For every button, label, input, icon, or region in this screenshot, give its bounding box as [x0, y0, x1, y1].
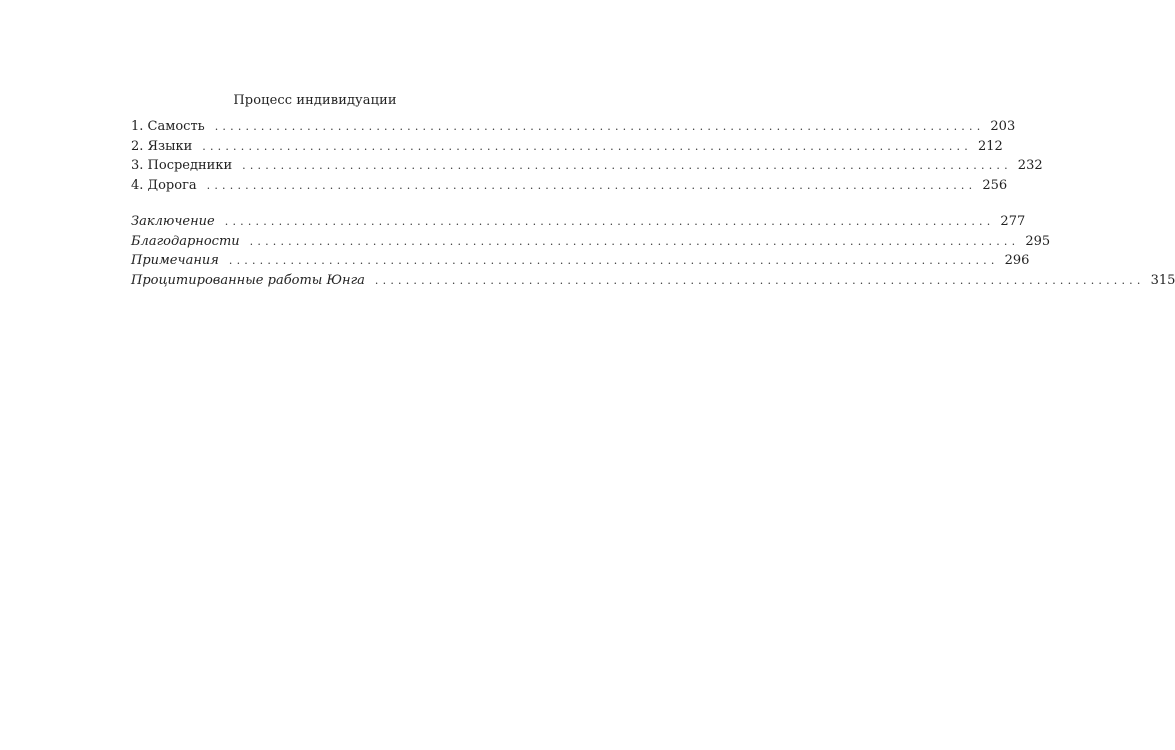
dot-leader: .................................................................................................... — [374, 273, 1145, 287]
toc-page-number: 203 — [990, 119, 1016, 134]
dot-leader: .................................................................................................... — [214, 120, 985, 133]
toc-entry-acknowledgements[interactable] — [131, 233, 1051, 254]
chapter-list — [131, 119, 1043, 197]
dot-leader: .................................................................................................... — [228, 254, 999, 267]
toc-entry-label: Примечания — [131, 253, 219, 268]
toc-page-number: 232 — [1017, 158, 1043, 173]
toc-entry-label: Заключение — [131, 214, 215, 229]
back-matter-list — [131, 214, 1175, 292]
toc-entry-conclusion[interactable] — [131, 214, 1026, 234]
toc-entry-label: Благодарности — [131, 233, 240, 249]
toc-entry-label: 3. Посредники — [131, 158, 233, 173]
dot-leader: .................................................................................................... — [242, 159, 1012, 172]
toc-page-number: 277 — [1000, 214, 1026, 229]
toc-page-number: 295 — [1025, 233, 1051, 249]
dot-leader: .................................................................................................... — [224, 215, 995, 228]
toc-page-number: 256 — [982, 177, 1008, 193]
toc-page-number: 212 — [977, 138, 1003, 154]
toc-entry-samost[interactable] — [131, 119, 1016, 139]
dot-leader: .................................................................................................... — [202, 139, 972, 153]
toc-entry-posredniki[interactable] — [131, 158, 1043, 178]
toc-page-number: 296 — [1004, 253, 1030, 268]
section-title: Процесс индивидуации — [233, 93, 397, 108]
toc-entry-label: 4. Дорога — [131, 177, 197, 193]
toc-entry-label: 1. Самость — [131, 119, 205, 134]
toc-entry-notes[interactable] — [131, 253, 1030, 273]
dot-leader: .................................................................................................... — [206, 178, 977, 192]
toc-entry-label: 2. Языки — [131, 138, 193, 154]
toc-entry-label: Процитированные работы Юнга — [131, 272, 365, 288]
toc-entry-doroga[interactable] — [131, 177, 1008, 198]
toc-page-number: 315 — [1150, 272, 1175, 288]
toc-entry-yazyki[interactable] — [131, 138, 1003, 159]
dot-leader: .................................................................................................... — [249, 234, 1020, 248]
toc-entry-cited-works[interactable] — [131, 272, 1175, 293]
